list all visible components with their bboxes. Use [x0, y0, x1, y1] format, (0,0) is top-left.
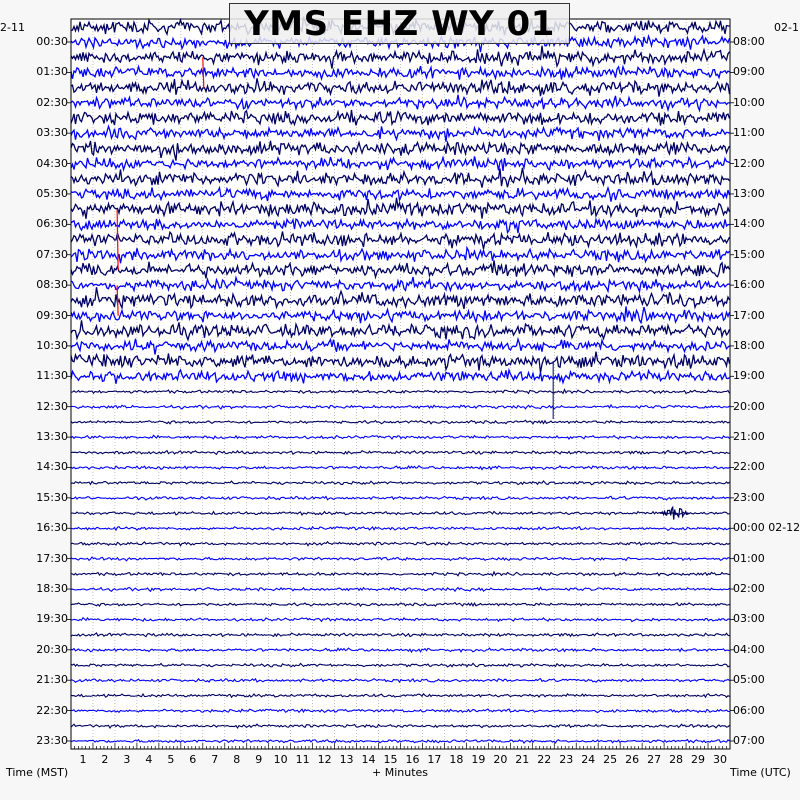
y-right-tick-label: 19:00	[733, 369, 765, 383]
y-right-tick-label: 00:00 02-12	[733, 521, 800, 535]
y-left-tick-label: 16:30	[36, 521, 68, 535]
y-left-tick-label: 19:30	[36, 612, 68, 626]
x-tick-label: 6	[189, 753, 197, 766]
y-right-tick-label: 01:00	[733, 551, 765, 565]
y-right-tick-label: 18:00	[733, 338, 765, 352]
y-left-tick-label: 20:30	[36, 642, 68, 656]
y-left-tick-label: 12:30	[36, 399, 68, 413]
y-left-tick-label: 14:30	[36, 460, 68, 474]
x-tick-label: 5	[167, 753, 175, 766]
y-right-tick-label: 06:00	[733, 703, 765, 717]
x-tick-label: 30	[713, 753, 727, 766]
y-right-tick-label: 11:00	[733, 126, 765, 140]
x-tick-label: 16	[405, 753, 420, 766]
y-right-tick-label: 13:00	[733, 186, 765, 200]
x-tick-label: 2	[101, 753, 109, 766]
y-right-tick-label: 02:00	[733, 582, 765, 596]
chart-title: YMS EHZ WY 01	[229, 3, 570, 44]
y-left-tick-label: 08:30	[36, 278, 68, 292]
y-left-tick-label: 10:30	[36, 338, 68, 352]
x-tick-label: 20	[493, 753, 508, 766]
y-left-tick-label: 18:30	[36, 582, 68, 596]
x-tick-label: 21	[515, 753, 530, 766]
x-tick-label: 19	[471, 753, 486, 766]
y-right-tick-label: 20:00	[733, 399, 765, 413]
x-tick-label: 1	[79, 753, 87, 766]
x-tick-label: 24	[581, 753, 596, 766]
y-right-tick-label: 17:00	[733, 308, 765, 322]
y-left-tick-label: 11:30	[36, 369, 68, 383]
x-tick-label: 26	[625, 753, 640, 766]
y-left-tick-label: 15:30	[36, 490, 68, 504]
y-right-tick-label: 04:00	[733, 642, 765, 656]
y-right-tick-label: 08:00	[733, 35, 765, 48]
x-tick-label: 7	[211, 753, 219, 766]
x-tick-label: 13	[339, 753, 354, 766]
y-left-tick-label: 17:30	[36, 551, 68, 565]
x-tick-label: 18	[449, 753, 464, 766]
x-tick-label: 29	[691, 753, 706, 766]
y-left-tick-label: 13:30	[36, 430, 68, 444]
plot-area	[71, 19, 730, 749]
x-tick-label: 17	[427, 753, 442, 766]
y-left-tick-label: 23:30	[36, 734, 68, 747]
x-tick-label: 15	[383, 753, 398, 766]
y-left-tick-label: 09:30	[36, 308, 68, 322]
x-tick-label: 14	[361, 753, 376, 766]
y-left-tick-label: 04:30	[36, 156, 68, 170]
y-left-tick-label: 05:30	[36, 186, 68, 200]
x-tick-label: 27	[647, 753, 662, 766]
y-left-tick-label: 02:30	[36, 95, 68, 109]
x-tick-label: 8	[233, 753, 241, 766]
x-tick-label: 23	[559, 753, 574, 766]
y-right-tick-label: 03:00	[733, 612, 765, 626]
x-tick-label: 9	[255, 753, 263, 766]
y-right-tick-label: 07:00	[733, 734, 765, 747]
x-tick-label: 10	[273, 753, 288, 766]
x-tick-label: 3	[123, 753, 131, 766]
y-left-tick-label: 06:30	[36, 217, 68, 231]
x-tick-label: 28	[669, 753, 684, 766]
y-right-tick-label: 09:00	[733, 65, 765, 79]
y-right-tick-label: 14:00	[733, 217, 765, 231]
y-left-tick-label: 03:30	[36, 126, 68, 140]
y-left-tick-label: 07:30	[36, 247, 68, 261]
x-tick-label: 22	[537, 753, 552, 766]
left-axis-title: Time (MST)	[6, 766, 69, 779]
x-tick-label: 4	[145, 753, 153, 766]
y-right-tick-label: 16:00	[733, 278, 765, 292]
y-right-tick-label: 23:00	[733, 490, 765, 504]
y-left-tick-label: 21:30	[36, 673, 68, 687]
corner-date-right: 02-1	[774, 21, 799, 34]
y-right-tick-label: 21:00	[733, 430, 765, 444]
right-axis-title: Time (UTC)	[730, 766, 791, 779]
y-right-tick-label: 12:00	[733, 156, 765, 170]
x-tick-label: 25	[603, 753, 618, 766]
y-right-tick-label: 22:00	[733, 460, 765, 474]
x-tick-label: 12	[317, 753, 332, 766]
x-tick-label: 11	[295, 753, 310, 766]
y-right-tick-label: 15:00	[733, 247, 765, 261]
y-right-tick-label: 10:00	[733, 95, 765, 109]
y-left-tick-label: 00:30	[36, 35, 68, 48]
y-left-tick-label: 01:30	[36, 65, 68, 79]
corner-date-left: 2-11	[0, 21, 25, 34]
y-left-tick-label: 22:30	[36, 703, 68, 717]
x-axis-title: + Minutes	[372, 766, 429, 779]
y-right-tick-label: 05:00	[733, 673, 765, 687]
